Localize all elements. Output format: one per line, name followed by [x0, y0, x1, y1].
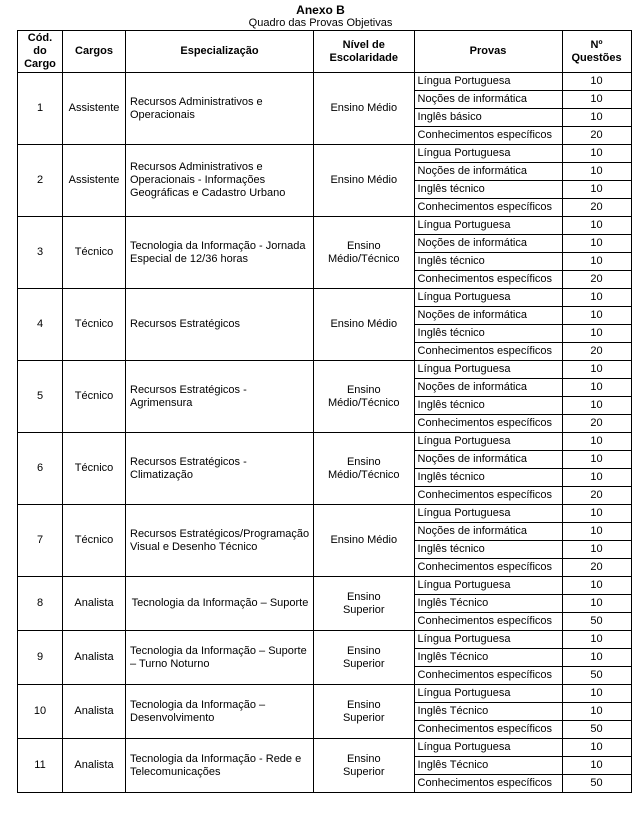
- cell-cargo: Técnico: [63, 217, 126, 289]
- cell-prova: Inglês técnico: [414, 325, 562, 343]
- cell-questoes: 10: [562, 379, 631, 397]
- annex-title: Anexo B: [296, 3, 345, 17]
- cell-cod: 1: [18, 73, 63, 145]
- table-row: [18, 739, 632, 757]
- header-questoes: Nº Questões: [562, 31, 631, 73]
- table-row: [18, 73, 632, 91]
- cell-nivel: Ensino Médio/Técnico: [314, 433, 415, 505]
- cell-questoes: 10: [562, 217, 631, 235]
- cell-prova: Inglês técnico: [414, 397, 562, 415]
- cell-prova: Inglês básico: [414, 109, 562, 127]
- table-row: [18, 631, 632, 649]
- cell-prova: Língua Portuguesa: [414, 73, 562, 91]
- cell-questoes: 10: [562, 289, 631, 307]
- header-cargos: Cargos: [63, 31, 126, 73]
- cell-prova: Conhecimentos específicos: [414, 343, 562, 361]
- cell-especializacao: Tecnologia da Informação – Suporte – Turno Noturno: [126, 631, 314, 685]
- cell-nivel: Ensino Médio/Técnico: [314, 217, 415, 289]
- cell-especializacao: Tecnologia da Informação – Desenvolvimento: [126, 685, 314, 739]
- cell-nivel: Ensino Médio: [314, 145, 415, 217]
- cell-questoes: 10: [562, 757, 631, 775]
- cell-prova: Noções de informática: [414, 451, 562, 469]
- cell-cod: 4: [18, 289, 63, 361]
- cell-especializacao: Tecnologia da Informação - Rede e Telecomunicações: [126, 739, 314, 793]
- cell-prova: Inglês Técnico: [414, 703, 562, 721]
- cell-cod: 5: [18, 361, 63, 433]
- cell-nivel: Ensino Superior: [314, 577, 415, 631]
- cell-nivel: Ensino Superior: [314, 739, 415, 793]
- header-nivel: Nível de Escolaridade: [314, 31, 415, 73]
- cell-prova: Língua Portuguesa: [414, 577, 562, 595]
- cell-questoes: 10: [562, 469, 631, 487]
- cell-especializacao: Tecnologia da Informação – Suporte: [126, 577, 314, 631]
- cell-questoes: 50: [562, 721, 631, 739]
- cell-prova: Conhecimentos específicos: [414, 667, 562, 685]
- cell-prova: Língua Portuguesa: [414, 289, 562, 307]
- cell-questoes: 20: [562, 199, 631, 217]
- cell-cargo: Técnico: [63, 289, 126, 361]
- table-row: [18, 145, 632, 163]
- cell-questoes: 10: [562, 685, 631, 703]
- cell-cargo: Assistente: [63, 73, 126, 145]
- cell-prova: Língua Portuguesa: [414, 505, 562, 523]
- header-provas: Provas: [414, 31, 562, 73]
- cell-questoes: 10: [562, 109, 631, 127]
- cell-questoes: 10: [562, 577, 631, 595]
- cell-questoes: 10: [562, 703, 631, 721]
- cell-cargo: Técnico: [63, 505, 126, 577]
- table-row: [18, 505, 632, 523]
- cell-cod: 11: [18, 739, 63, 793]
- cell-prova: Língua Portuguesa: [414, 685, 562, 703]
- cell-prova: Noções de informática: [414, 91, 562, 109]
- cell-cargo: Analista: [63, 577, 126, 631]
- cell-questoes: 10: [562, 631, 631, 649]
- cell-nivel: Ensino Médio/Técnico: [314, 361, 415, 433]
- table-row: [18, 577, 632, 595]
- cell-prova: Conhecimentos específicos: [414, 199, 562, 217]
- cell-nivel: Ensino Médio: [314, 505, 415, 577]
- cell-questoes: 10: [562, 505, 631, 523]
- cell-questoes: 10: [562, 541, 631, 559]
- cell-prova: Noções de informática: [414, 235, 562, 253]
- cell-questoes: 20: [562, 559, 631, 577]
- cell-prova: Inglês Técnico: [414, 757, 562, 775]
- cell-questoes: 20: [562, 127, 631, 145]
- cell-questoes: 10: [562, 253, 631, 271]
- cell-prova: Conhecimentos específicos: [414, 127, 562, 145]
- cell-nivel: Ensino Superior: [314, 685, 415, 739]
- cell-questoes: 10: [562, 361, 631, 379]
- cell-prova: Língua Portuguesa: [414, 217, 562, 235]
- cell-prova: Conhecimentos específicos: [414, 559, 562, 577]
- cell-questoes: 20: [562, 343, 631, 361]
- cell-questoes: 10: [562, 397, 631, 415]
- cell-cargo: Analista: [63, 685, 126, 739]
- cell-cargo: Analista: [63, 631, 126, 685]
- cell-prova: Língua Portuguesa: [414, 145, 562, 163]
- header-cod: Cód. do Cargo: [18, 31, 63, 73]
- table-body: [18, 73, 632, 793]
- cell-questoes: 10: [562, 163, 631, 181]
- cell-especializacao: Recursos Administrativos e Operacionais: [126, 73, 314, 145]
- cell-questoes: 10: [562, 73, 631, 91]
- cell-cod: 8: [18, 577, 63, 631]
- cell-questoes: 50: [562, 775, 631, 793]
- cell-prova: Conhecimentos específicos: [414, 721, 562, 739]
- cell-questoes: 10: [562, 451, 631, 469]
- cell-prova: Inglês Técnico: [414, 649, 562, 667]
- table-row: [18, 289, 632, 307]
- cell-cargo: Assistente: [63, 145, 126, 217]
- cell-questoes: 50: [562, 667, 631, 685]
- cell-questoes: 10: [562, 91, 631, 109]
- cell-cod: 9: [18, 631, 63, 685]
- table-header-row: [18, 31, 632, 73]
- cell-cargo: Técnico: [63, 361, 126, 433]
- cell-questoes: 10: [562, 523, 631, 541]
- cell-especializacao: Tecnologia da Informação - Jornada Especial de 12/36 horas: [126, 217, 314, 289]
- cell-prova: Conhecimentos específicos: [414, 613, 562, 631]
- cell-cod: 3: [18, 217, 63, 289]
- cell-questoes: 20: [562, 415, 631, 433]
- cell-prova: Conhecimentos específicos: [414, 415, 562, 433]
- cell-prova: Conhecimentos específicos: [414, 775, 562, 793]
- cell-especializacao: Recursos Estratégicos: [126, 289, 314, 361]
- table-row: [18, 361, 632, 379]
- cell-questoes: 10: [562, 307, 631, 325]
- cell-questoes: 10: [562, 235, 631, 253]
- cell-prova: Inglês Técnico: [414, 595, 562, 613]
- table-row: [18, 685, 632, 703]
- cell-especializacao: Recursos Estratégicos/Programação Visual e Desenho Técnico: [126, 505, 314, 577]
- cell-nivel: Ensino Médio: [314, 73, 415, 145]
- cell-prova: Inglês técnico: [414, 181, 562, 199]
- cell-cod: 10: [18, 685, 63, 739]
- cell-especializacao: Recursos Administrativos e Operacionais - Informações Geográficas e Cadastro Urbano: [126, 145, 314, 217]
- cell-nivel: Ensino Superior: [314, 631, 415, 685]
- cell-questoes: 10: [562, 739, 631, 757]
- cell-prova: Inglês técnico: [414, 469, 562, 487]
- cell-questoes: 50: [562, 613, 631, 631]
- cell-prova: Língua Portuguesa: [414, 631, 562, 649]
- cell-questoes: 10: [562, 649, 631, 667]
- cell-questoes: 10: [562, 325, 631, 343]
- cell-prova: Noções de informática: [414, 379, 562, 397]
- cell-prova: Noções de informática: [414, 307, 562, 325]
- cell-cargo: Técnico: [63, 433, 126, 505]
- table-row: [18, 217, 632, 235]
- cell-cargo: Analista: [63, 739, 126, 793]
- table-row: [18, 433, 632, 451]
- cell-prova: Conhecimentos específicos: [414, 487, 562, 505]
- cell-questoes: 10: [562, 181, 631, 199]
- cell-questoes: 10: [562, 595, 631, 613]
- cell-cod: 2: [18, 145, 63, 217]
- cell-prova: Língua Portuguesa: [414, 361, 562, 379]
- cell-especializacao: Recursos Estratégicos - Climatização: [126, 433, 314, 505]
- cell-prova: Inglês técnico: [414, 253, 562, 271]
- cell-cod: 6: [18, 433, 63, 505]
- cell-questoes: 20: [562, 271, 631, 289]
- cell-questoes: 20: [562, 487, 631, 505]
- cell-questoes: 10: [562, 433, 631, 451]
- annex-subtitle: Quadro das Provas Objetivas: [248, 17, 393, 29]
- cell-prova: Noções de informática: [414, 523, 562, 541]
- provas-table: [17, 30, 632, 793]
- cell-especializacao: Recursos Estratégicos - Agrimensura: [126, 361, 314, 433]
- cell-prova: Conhecimentos específicos: [414, 271, 562, 289]
- cell-nivel: Ensino Médio: [314, 289, 415, 361]
- cell-cod: 7: [18, 505, 63, 577]
- header-especializacao: Especialização: [126, 31, 314, 73]
- cell-prova: Língua Portuguesa: [414, 739, 562, 757]
- cell-prova: Inglês técnico: [414, 541, 562, 559]
- cell-questoes: 10: [562, 145, 631, 163]
- cell-prova: Língua Portuguesa: [414, 433, 562, 451]
- cell-prova: Noções de informática: [414, 163, 562, 181]
